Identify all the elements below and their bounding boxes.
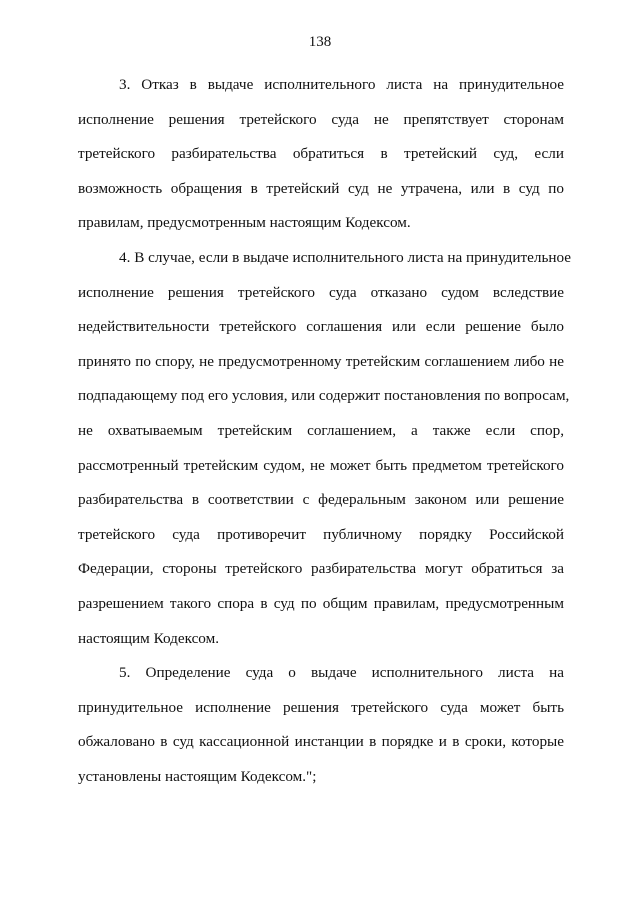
text-line: третейского разбирательства обратиться в третейский суд, если xyxy=(78,145,564,163)
text-line: исполнение решения третейского суда не препятствует сторонам xyxy=(78,110,564,128)
text-line: подпадающему под его условия, или содержит постановления по вопросам, xyxy=(78,387,570,405)
text-line: 4. В случае, если в выдаче исполнительного листа на принудительное xyxy=(119,248,572,266)
text-line: разбирательства в соответствии с федеральным законом или решение xyxy=(78,491,564,509)
paragraph-4 xyxy=(78,241,572,656)
text-line: недействительности третейского соглашения или если решение было xyxy=(78,318,564,336)
text-line: Федерации, стороны третейского разбирательства могут обратиться за xyxy=(78,560,564,578)
paragraph-3 xyxy=(78,68,564,241)
text-line: обжаловано в суд кассационной инстанции в порядке и в сроки, которые xyxy=(78,733,564,751)
text-line: исполнение решения третейского суда отказано судом вследствие xyxy=(78,283,564,301)
text-line: настоящим Кодексом. xyxy=(78,629,220,647)
text-line: установлены настоящим Кодексом."; xyxy=(78,767,317,785)
text-line: 3. Отказ в выдаче исполнительного листа на принудительное xyxy=(119,76,564,93)
page-number: 138 xyxy=(308,34,332,50)
text-line: разрешением такого спора в суд по общим правилам, предусмотренным xyxy=(78,594,564,612)
text-line: рассмотренный третейским судом, не может быть предметом третейского xyxy=(78,456,564,474)
text-line: третейского суда противоречит публичному порядку Российской xyxy=(78,525,564,543)
text-line: возможность обращения в третейский суд не утрачена, или в суд по xyxy=(78,179,564,197)
text-line: принудительное исполнение решения третейского суда может быть xyxy=(78,698,564,716)
paragraph-5 xyxy=(78,656,564,794)
document-body xyxy=(78,68,572,794)
text-line: 5. Определение суда о выдаче исполнительного листа на xyxy=(119,664,564,682)
text-line: принято по спору, не предусмотренному третейским соглашением либо не xyxy=(78,352,564,370)
text-line: не охватываемым третейским соглашением, а также если спор, xyxy=(78,421,564,439)
text-line: правилам, предусмотренным настоящим Кодексом. xyxy=(78,214,411,232)
